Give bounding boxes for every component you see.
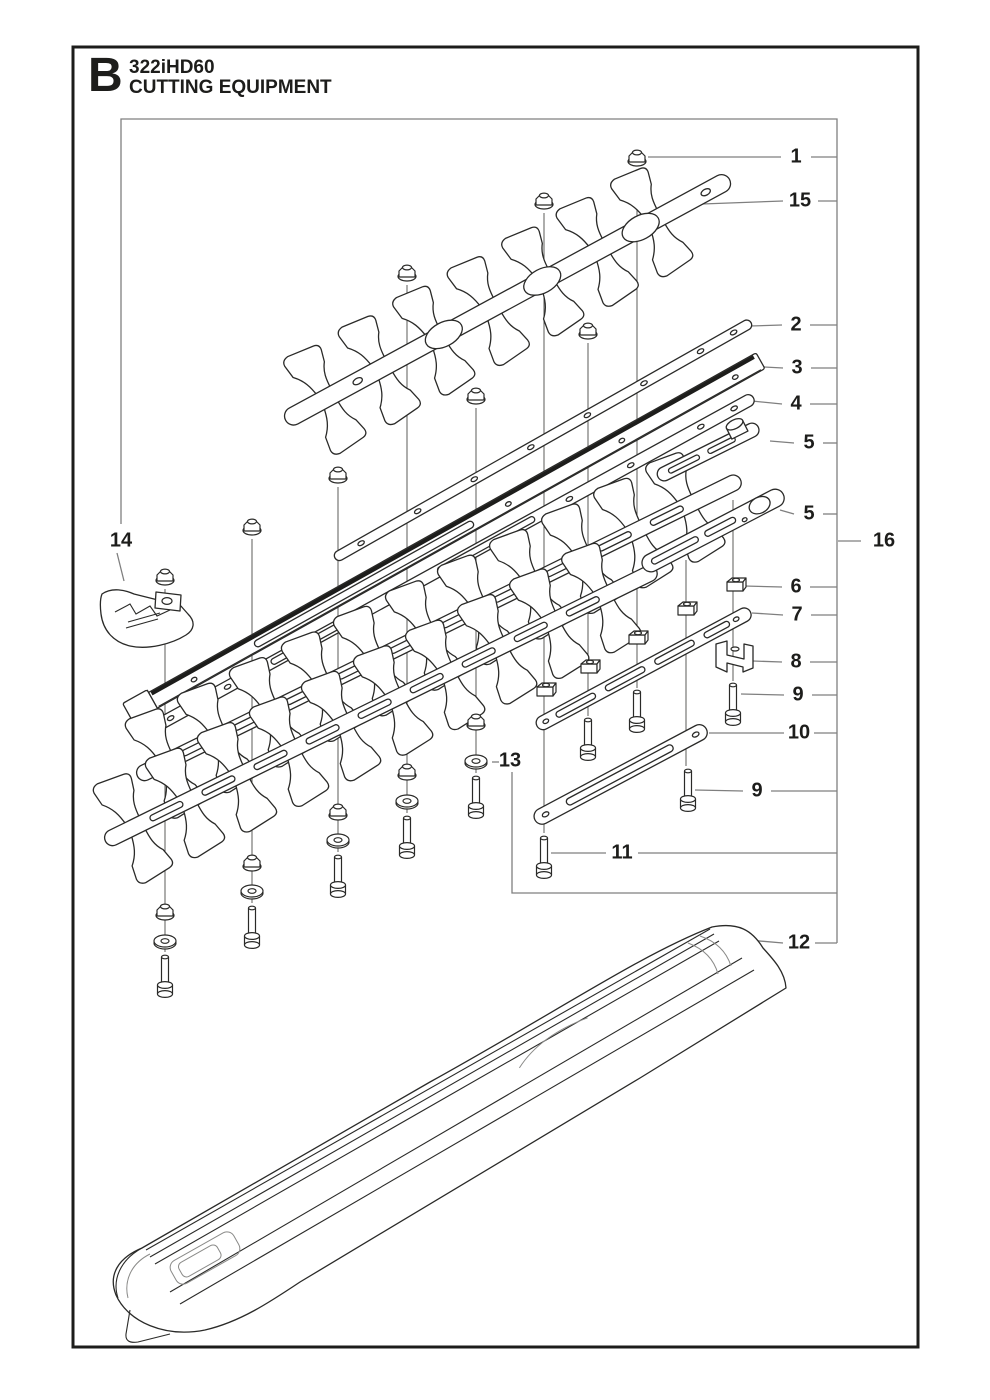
- part-blade-cover: [113, 926, 786, 1343]
- section-title: CUTTING EQUIPMENT: [129, 77, 332, 98]
- part-upper-knife: [259, 131, 755, 469]
- model-number: 322iHD60: [129, 57, 215, 78]
- callout-5-5: 5: [803, 431, 815, 454]
- callout-8-10: 8: [790, 650, 802, 673]
- callout-11-14: 11: [611, 841, 633, 864]
- callout-9-11: 9: [792, 683, 804, 706]
- callout-3-3: 3: [791, 356, 803, 379]
- part-clamp: [716, 641, 753, 672]
- callout-6-8: 6: [790, 575, 802, 598]
- callout-14-17: 14: [109, 529, 133, 552]
- callout-16-7: 16: [872, 529, 896, 552]
- callout-10-12: 10: [787, 721, 811, 744]
- frame-letter: B: [88, 49, 123, 102]
- callout-15-1: 15: [788, 189, 812, 212]
- part-support-bar: [531, 722, 710, 827]
- callout-7-9: 7: [791, 603, 803, 626]
- callout-1-0: 1: [790, 145, 802, 168]
- callout-9-13: 9: [751, 779, 763, 802]
- callout-12-15: 12: [787, 931, 811, 954]
- callout-2-2: 2: [790, 313, 802, 336]
- callout-13-16: 13: [498, 749, 522, 772]
- part-tip-guard: [100, 590, 193, 647]
- callout-5-6: 5: [803, 502, 815, 525]
- callout-4-4: 4: [790, 392, 802, 415]
- callout-leader-lines: [117, 119, 861, 943]
